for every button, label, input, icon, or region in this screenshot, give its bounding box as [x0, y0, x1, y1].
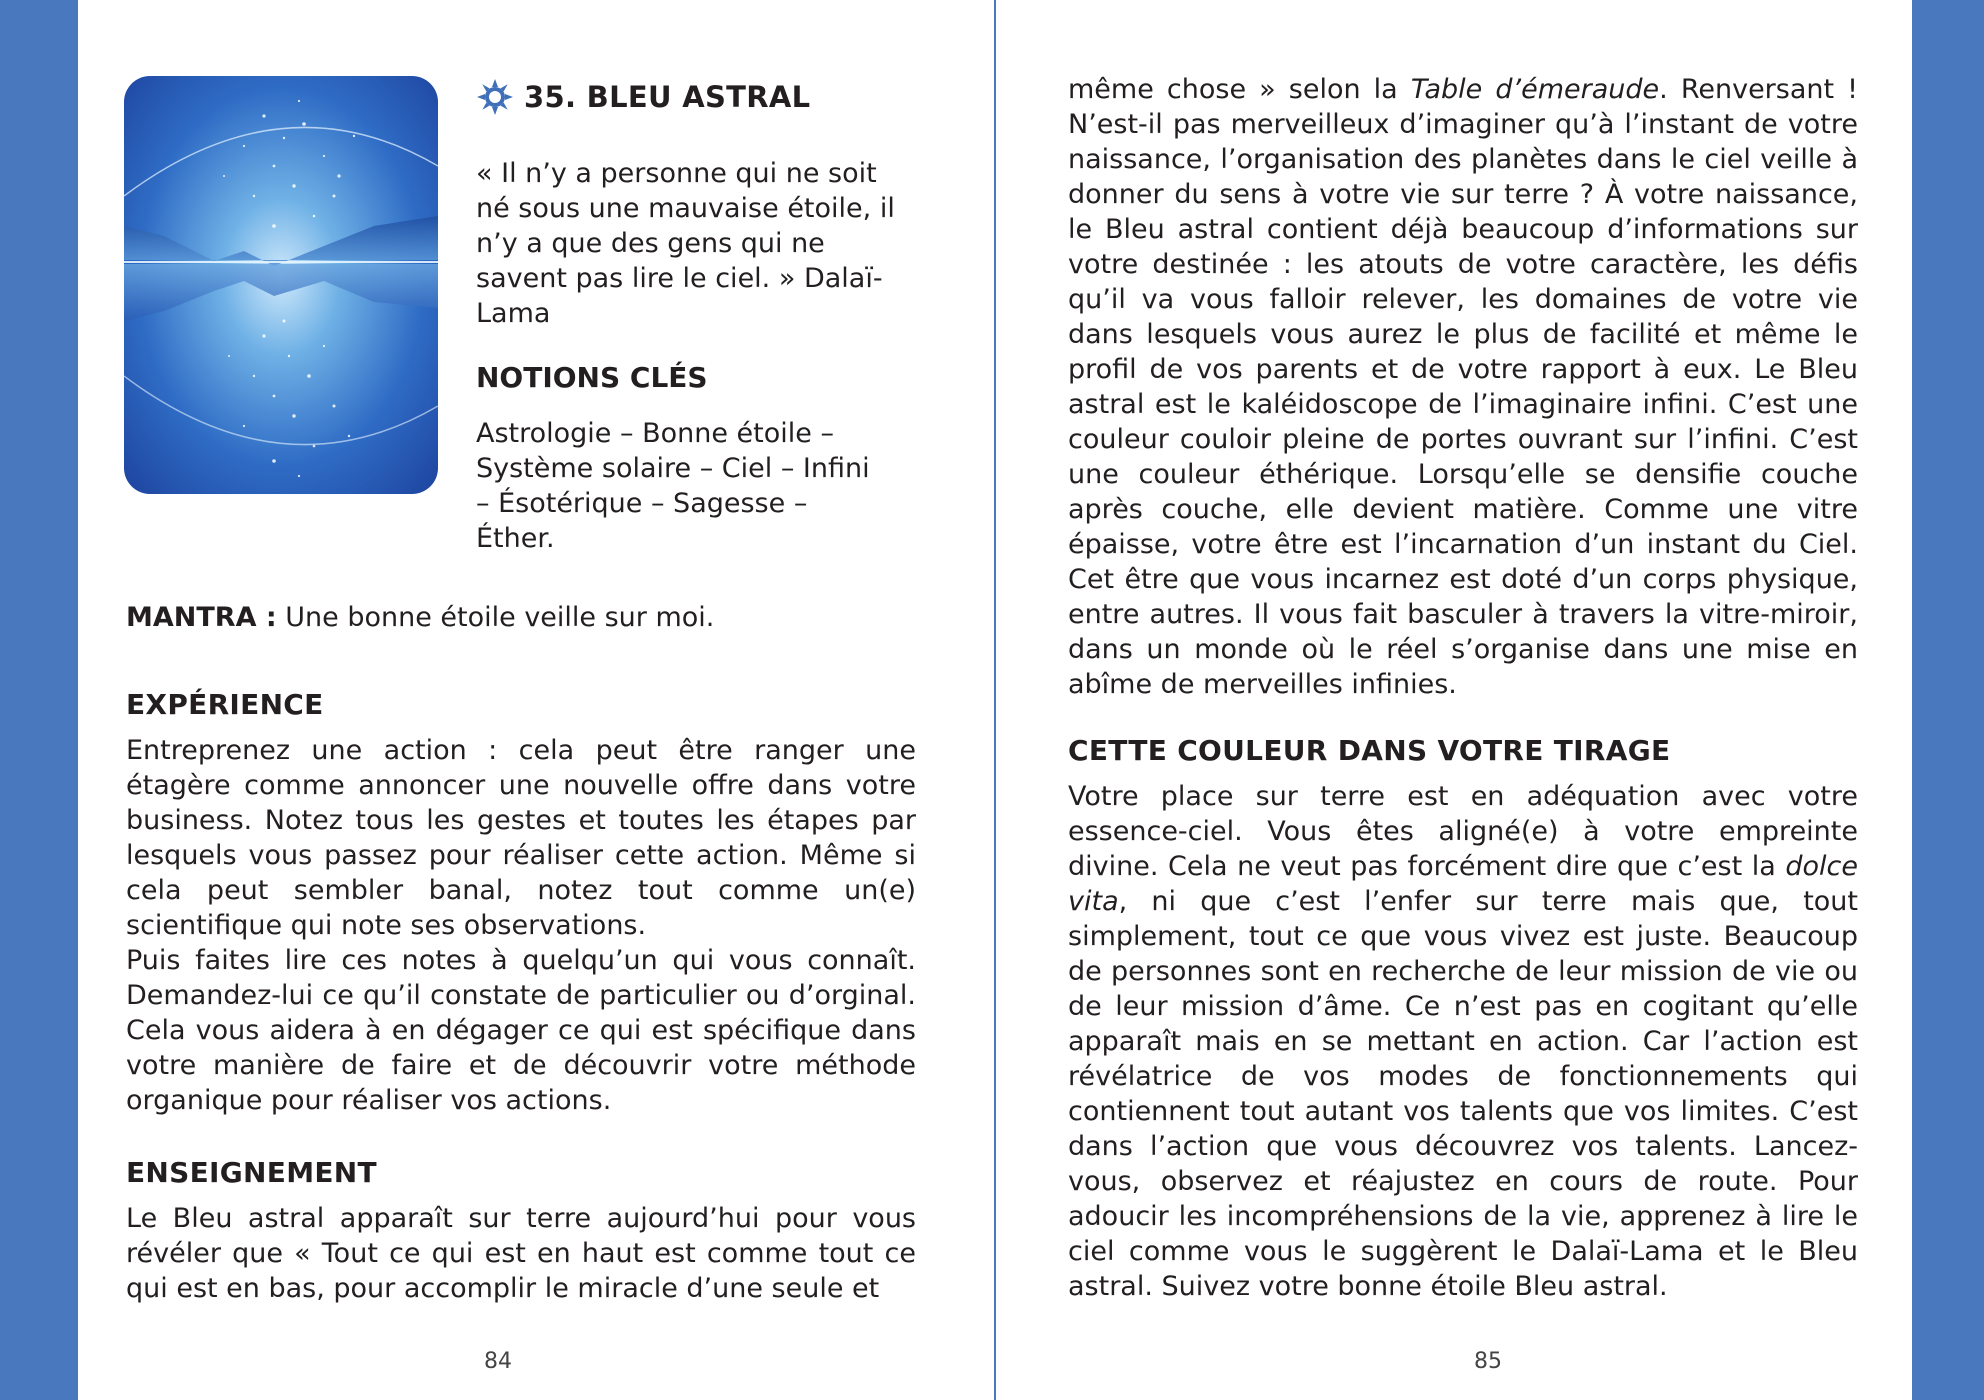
table-emeraude-italic: Table d’émeraude: [1410, 74, 1660, 105]
draw-heading: CETTE COULEUR DANS VOTRE TIRAGE: [1068, 734, 1671, 767]
card-title: 35. BLEU ASTRAL: [524, 80, 811, 114]
key-notions-list: Astrologie – Bonne étoile – Système solaire – Ciel – Infini – Ésotérique – Sagesse – Éther.: [476, 418, 870, 554]
page-number-right: 85: [1474, 1349, 1502, 1374]
starry-lake-illustration: [124, 76, 438, 494]
teaching-continuation-paragraph: [1068, 72, 1858, 702]
card-illustration: [124, 76, 438, 494]
left-page: [78, 0, 994, 1400]
right-page: [996, 0, 1912, 1400]
teaching-heading: ENSEIGNEMENT: [126, 1156, 377, 1189]
epigraph-quote: « Il n’y a personne qui ne soit né sous une mauvaise étoile, il n’y a que des gens qui ne savent pas lire le ciel. » Dalaï-Lama: [476, 158, 895, 329]
sun-icon: [476, 78, 514, 116]
mantra-text: Une bonne étoile veille sur moi.: [285, 602, 715, 633]
key-notions-heading: NOTIONS CLÉS: [476, 361, 708, 394]
draw-section: [1068, 734, 1858, 1304]
experience-paragraph-1: Entreprenez une action : cela peut être ranger une étagère comme annoncer une nouvelle offre dans votre business. Notez tous les gestes et toutes les étapes par lesquels vous passez pour réaliser cette action. Même si cela peut sembler banal, notez tout comme un(e) scientifique qui note ses observations.: [126, 735, 916, 941]
teaching-continuation: [1068, 72, 1858, 702]
draw-after: , ni que c’est l’enfer sur terre mais que, tout simplement, tout ce que vous vivez est juste. Beaucoup de personnes sont en recherche de leur mission de vie ou de leur mission d’âme. Ce n’est pas en cogitant qu’elle apparaît mais en se mettant en action. Car l’action est révélatrice de vos modes de fonctionnements qui contiennent tout autant vos talents que vos limites. C’est dans l’action que vous découvrez vos talents. Lancez-vous, observez et réajustez en cours de route. Pour adoucir les incompréhensions de la vie, apprenez à lire le ciel comme vous le suggèrent le Dalaï-Lama et le Bleu astral. Suivez votre bonne étoile Bleu astral.: [1068, 886, 1858, 1302]
page-number-left: 84: [484, 1349, 512, 1374]
mantra-label: MANTRA :: [126, 602, 277, 633]
mantra: [126, 602, 714, 633]
card-title-row: [476, 74, 946, 120]
dolce-vita-italic: dolce vita: [1068, 851, 1858, 917]
experience-heading: EXPÉRIENCE: [126, 688, 324, 721]
teaching-cont-after: . Renversant ! N’est-il pas merveilleux d’imaginer qu’à l’instant de votre naissance, l’organisation des planètes dans le ciel veille à donner du sens à votre vie sur terre ? À votre naissance, le Bleu astral contient déjà beaucoup d’informations sur votre destinée : les atouts de votre caractère, les défis qu’il va vous falloir relever, les domaines de votre vie dans lesquels vous aurez le plus de facilité et même le profil de vos parents et de votre rapport à eux. Le Bleu astral est le kaléidoscope de l’imaginaire infini. C’est une couleur couloir pleine de portes ouvrant sur l’infini. C’est une couleur éthérique. Lorsqu’elle se densifie couche après couche, elle devient matière. Comme une vitre épaisse, votre être est l’incarnation d’un instant du Ciel. Cet être que vous incarnez est doté d’un corps physique, entre autres. Il vous fait basculer à travers la vitre-miroir, dans un monde où le réel s’organise dans une mise en abîme de merveilles infinies.: [1068, 74, 1859, 700]
draw-before: Votre place sur terre est en adéquation avec votre essence-ciel. Vous êtes aligné(e) à votre empreinte divine. Cela ne veut pas forcément dire que c’est la: [1068, 781, 1858, 882]
experience-paragraph-2: Puis faites lire ces notes à quelqu’un qui vous connaît. Demandez-lui ce qu’il constate de particulier ou d’orginal. Cela vous aidera à en dégager ce qui est spécifique dans votre manière de faire et de découvrir votre méthode organique pour réaliser vos actions.: [126, 945, 916, 1116]
teaching-cont-before: même chose » selon la: [1068, 74, 1411, 105]
card-side-block: [476, 74, 946, 556]
teaching-paragraph: Le Bleu astral apparaît sur terre aujourd’hui pour vous révéler que « Tout ce qui est en haut est comme tout ce qui est en bas, pour accomplir le miracle d’une seule et: [126, 1203, 916, 1304]
experience-section: [126, 688, 916, 1118]
teaching-section: [126, 1156, 916, 1306]
draw-paragraph: [1068, 779, 1858, 1304]
